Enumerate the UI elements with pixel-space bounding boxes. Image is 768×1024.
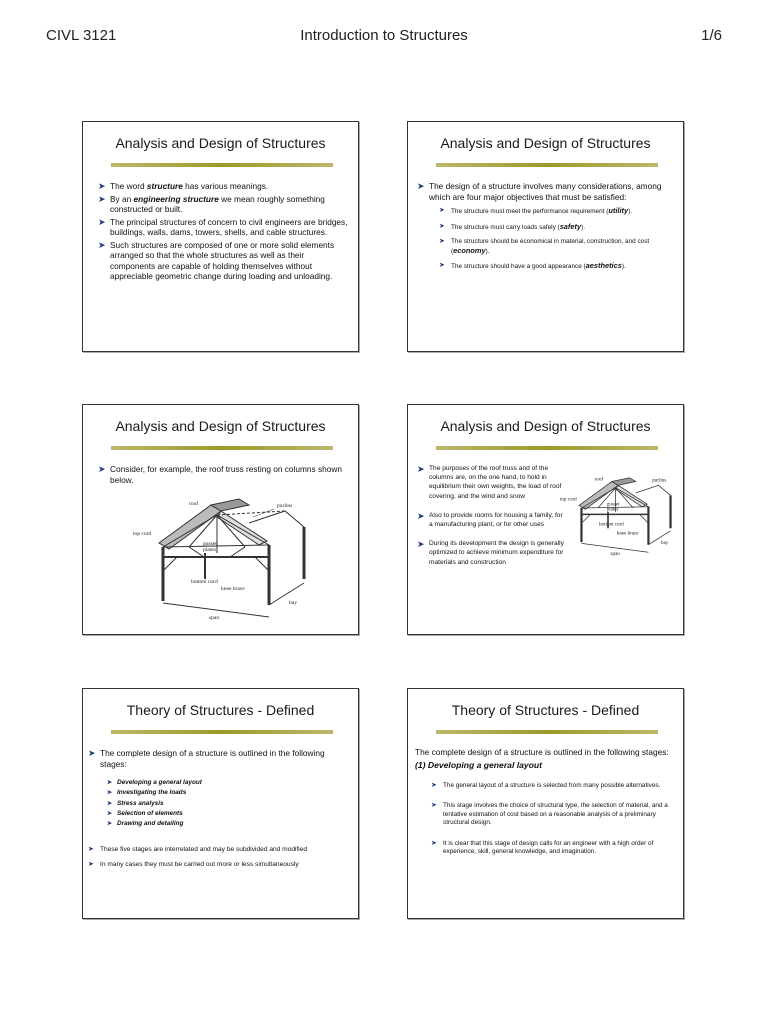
label-span: span: [610, 550, 620, 557]
bullet-text: Also to provide rooms for housing a family, for a manufacturing plant, or for other uses: [429, 511, 563, 529]
sub-text: ).: [485, 247, 490, 255]
web-member: [230, 547, 245, 557]
arrow-bullet-icon: ➤: [431, 802, 437, 809]
arrow-bullet-icon: ➤: [417, 181, 425, 191]
label-bay: bay: [661, 540, 669, 547]
stage-text: Investigating the loads: [117, 789, 187, 797]
label-top-cord: top cord: [133, 531, 152, 537]
bay-dimension: [269, 583, 304, 605]
title-underline: [111, 163, 333, 167]
slide-title: Analysis and Design of Structures: [115, 418, 326, 434]
sub-bullet: [439, 223, 673, 233]
emphasis: structure: [146, 181, 183, 191]
arrow-bullet-icon: ➤: [439, 207, 445, 214]
sub-bullet: [439, 238, 673, 256]
arrow-bullet-icon: ➤: [98, 464, 106, 474]
arrow-bullet-icon: ➤: [417, 539, 425, 550]
bullet-text: Consider, for example, the roof truss resting on columns shown below.: [110, 464, 342, 485]
stage-item: [107, 778, 348, 788]
slide-5: [82, 688, 359, 919]
emphasis: utility: [608, 206, 629, 215]
sub-text: The structure must carry loads safely (: [451, 223, 560, 231]
title-underline: [436, 163, 658, 167]
label-plates: plates: [203, 547, 216, 553]
bullet: [97, 217, 348, 238]
sub-text: The structure should have a good appearance (: [451, 263, 586, 270]
bullet-text: The principal structures of concern to civil engineers are bridges, buildings, walls, dams, towers, shells, and cable structures.: [110, 216, 348, 237]
label-plates: plates: [606, 506, 619, 513]
sub-text: ).: [621, 263, 626, 270]
bullet-text: The purposes of the roof truss and of the columns are, on the one hand, to hold in equilibrium their own weights, the load of roof covering, and the wind and snow: [429, 465, 562, 500]
slide-title: Analysis and Design of Structures: [440, 418, 651, 434]
emphasis: economy: [453, 245, 486, 255]
web-member: [189, 547, 204, 557]
arrow-bullet-icon: ➤: [88, 748, 96, 758]
stage-item: [107, 799, 348, 809]
label-roof: roof: [189, 501, 199, 507]
stage-text: Stress analysis: [117, 799, 164, 807]
sub-text: The structure should be economical in material, construction, and cost (: [451, 238, 650, 255]
title-underline: [111, 730, 333, 734]
stage-item: [107, 809, 348, 819]
course-code: CIVL 3121: [46, 27, 117, 44]
slide-title: Theory of Structures - Defined: [126, 702, 315, 718]
bullet-text: we mean roughly something constructed or built.: [110, 193, 325, 214]
stage-item: [107, 819, 348, 829]
slide-4: [407, 404, 684, 635]
bullet: [416, 464, 564, 501]
roof-truss-diagram: [129, 493, 319, 623]
bullet: [416, 511, 564, 529]
bullet: [416, 539, 564, 567]
arrow-bullet-icon: ➤: [431, 781, 437, 789]
document-title: Introduction to Structures: [300, 27, 468, 44]
intro-text: The complete design of a structure is outlined in the following stages:: [415, 747, 669, 757]
emphasis: aesthetics: [585, 261, 622, 270]
label-span: span: [209, 615, 220, 621]
bullet-text: The design of a structure involves many considerations, among which are four major objectives that must be satisfied:: [429, 181, 662, 202]
arrow-bullet-icon: ➤: [98, 181, 106, 191]
bullet: [97, 194, 348, 215]
arrow-bullet-icon: ➤: [417, 464, 425, 474]
label-knee-brace: knee brace: [221, 586, 245, 592]
arrow-bullet-icon: ➤: [417, 510, 425, 521]
arrow-bullet-icon: ➤: [439, 238, 445, 245]
arrow-bullet-icon: ➤: [107, 810, 113, 817]
bullet-text: The complete design of a structure is outlined in the following stages:: [100, 748, 325, 769]
bullet-text: By an: [110, 193, 134, 204]
label-bottom-cord: bottom cord: [191, 579, 218, 585]
slide-6: [407, 688, 684, 919]
sub-text: It is clear that this stage of design calls for an engineer with a high order of experience, skill, general knowledge, and imagination.: [443, 839, 654, 855]
bullet: [97, 240, 348, 282]
sub-text: ).: [581, 223, 585, 231]
bullet-text: Such structures are composed of one or more solid elements arranged so that the whole structures as well as their components are capable of holding themselves without appreciable geometric change during loading and unloading.: [110, 239, 335, 281]
sub-bullet: [431, 840, 673, 857]
bullet: [416, 181, 673, 272]
title-underline: [436, 446, 658, 450]
page-number: 1/6: [701, 27, 722, 44]
slide-title: Analysis and Design of Structures: [115, 135, 326, 151]
sub-bullet: [439, 207, 673, 217]
stage-item: [107, 788, 348, 798]
arrow-bullet-icon: ➤: [88, 861, 94, 869]
knee-brace: [255, 557, 269, 571]
slide-3: [82, 404, 359, 635]
arrow-bullet-icon: ➤: [431, 839, 437, 847]
title-underline: [111, 446, 333, 450]
knee-brace: [163, 557, 177, 571]
roof-truss-diagram-small: [560, 467, 680, 563]
arrow-bullet-icon: ➤: [107, 821, 113, 828]
arrow-bullet-icon: ➤: [107, 800, 113, 807]
bullet-text: During its development the design is generally optimized to achieve minimum expenditure for materials and construction: [429, 540, 564, 566]
sub-bullet: [439, 262, 673, 272]
arrow-bullet-icon: ➤: [439, 262, 445, 269]
truss-back: [249, 511, 304, 527]
stage-text: Drawing and detailing: [117, 820, 184, 828]
title-underline: [436, 730, 658, 734]
bullet: [87, 845, 348, 854]
bullet: [87, 860, 348, 869]
slide-title: Analysis and Design of Structures: [440, 135, 651, 151]
emphasis: safety: [559, 221, 582, 231]
arrow-bullet-icon: ➤: [107, 780, 113, 786]
emphasis: engineering structure: [133, 193, 219, 204]
arrow-bullet-icon: ➤: [98, 193, 106, 204]
arrow-bullet-icon: ➤: [88, 846, 94, 854]
sub-text: ).: [628, 208, 632, 215]
sub-text: This stage involves the choice of structural type, the selection of material, and a tentative estimation of cost based on a reasonable analysis of a preliminary structural design.: [443, 802, 668, 826]
bullet-text: In many cases they must be carried out more or less simultaneously: [100, 861, 299, 869]
arrow-bullet-icon: ➤: [98, 239, 106, 250]
bullet-text: has various meanings.: [182, 181, 269, 191]
label-gusset: gusset: [606, 501, 620, 508]
arrow-bullet-icon: ➤: [107, 790, 113, 797]
bullet: [87, 748, 348, 769]
knee-brace: [581, 514, 590, 523]
label-knee-brace: knee brace: [616, 530, 639, 537]
slide-1: [82, 121, 359, 352]
label-roof: roof: [594, 476, 604, 483]
label-bay: bay: [289, 600, 297, 606]
sub-bullet: [431, 782, 673, 791]
bullet-text: The word: [110, 181, 147, 191]
bullet: [97, 181, 348, 192]
label-top-cord: top cord: [560, 496, 577, 503]
bullet-text: These five stages are interrelated and may be subdivided and modified: [100, 846, 308, 854]
stage-text: Selection of elements: [117, 809, 183, 817]
knee-brace: [640, 514, 649, 523]
sub-bullet: [431, 802, 673, 828]
label-bottom-cord: bottom cord: [599, 521, 624, 528]
sub-text: The general layout of a structure is selected from many possible alternatives.: [443, 781, 661, 789]
truss-back: [636, 485, 671, 495]
label-purlins: purlins: [652, 477, 667, 484]
bullet: [97, 464, 348, 485]
arrow-bullet-icon: ➤: [439, 222, 445, 230]
label-purlins: purlins: [277, 503, 293, 509]
slide-title: Theory of Structures - Defined: [451, 702, 640, 718]
subheading: (1) Developing a general layout: [415, 759, 543, 770]
label-gusset: gusset: [203, 541, 217, 547]
arrow-bullet-icon: ➤: [98, 216, 106, 227]
slide-2: [407, 121, 684, 352]
stage-text: Developing a general layout: [117, 779, 202, 786]
sub-text: The structure must meet the performance requirement (: [451, 208, 609, 215]
